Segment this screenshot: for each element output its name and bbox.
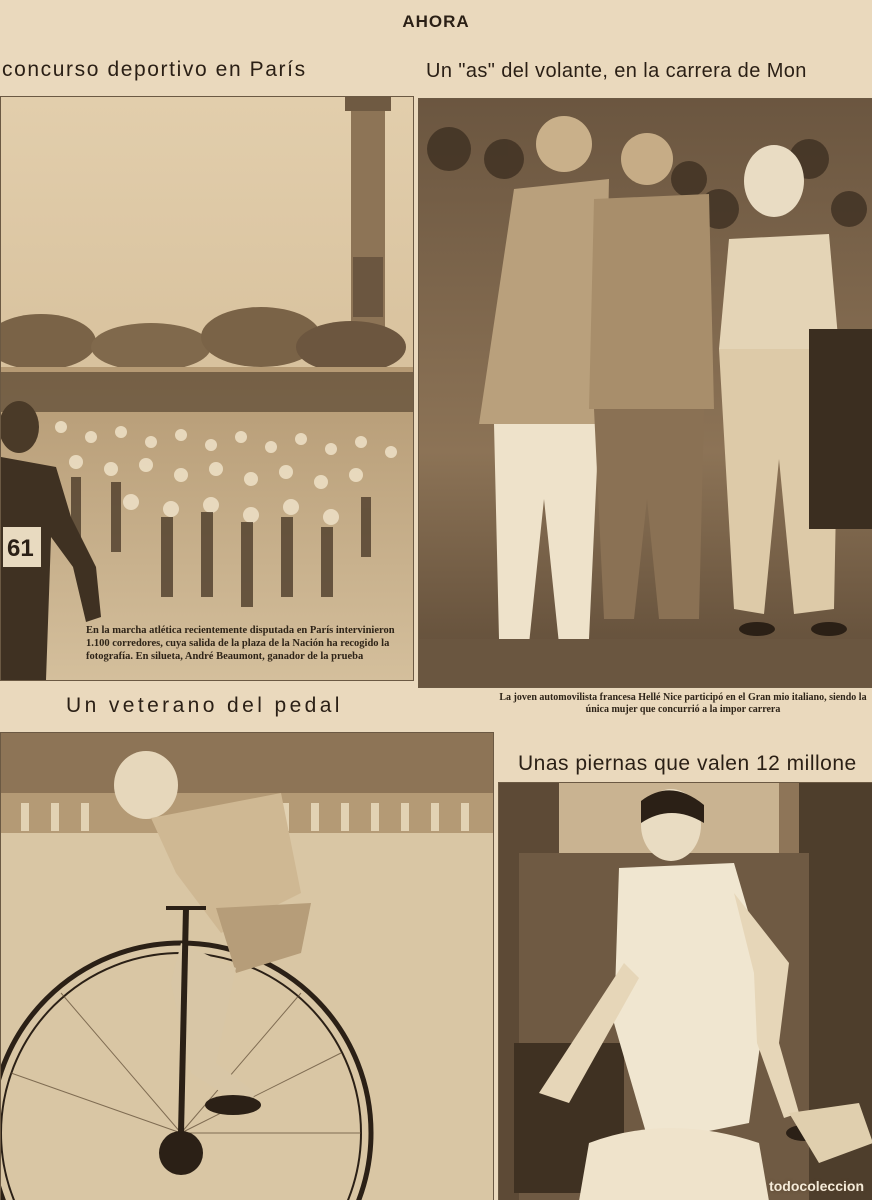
photo-valuable-legs: [498, 782, 872, 1200]
photo-racing-driver: [418, 98, 872, 688]
headline-valuable-legs: Unas piernas que valen 12 millone: [518, 752, 857, 775]
headline-racing-ace: Un "as" del volante, en la carrera de Mon: [426, 60, 807, 82]
photo-paris-race: [0, 96, 414, 681]
race-crowd-illustration: [1, 97, 413, 680]
runner-bib-number: 61: [7, 535, 34, 562]
watermark-logo: todocoleccion: [769, 1178, 864, 1194]
seated-woman-illustration: [499, 783, 872, 1200]
driver-group-illustration: [419, 99, 872, 687]
penny-farthing-illustration: [1, 733, 493, 1200]
caption-racing-driver: La joven automovilista francesa Hellé Nice participó en el Gran mio italiano, siendo la única mujer que concurrió a la impor carrera: [499, 692, 867, 715]
headline-paris-contest: concurso deportivo en París: [2, 58, 307, 81]
headline-veteran-cyclist: Un veterano del pedal: [66, 694, 343, 717]
masthead: AHORA: [402, 12, 470, 31]
photo-veteran-cyclist: [0, 732, 494, 1200]
caption-paris-race: En la marcha atlética recientemente disputada en París intervinieron 1.100 corredores, cuya salida de la plaza de la Nación ha recogido la fotografía. En silueta, André Beaumont, ganador de la prueba: [86, 625, 395, 662]
